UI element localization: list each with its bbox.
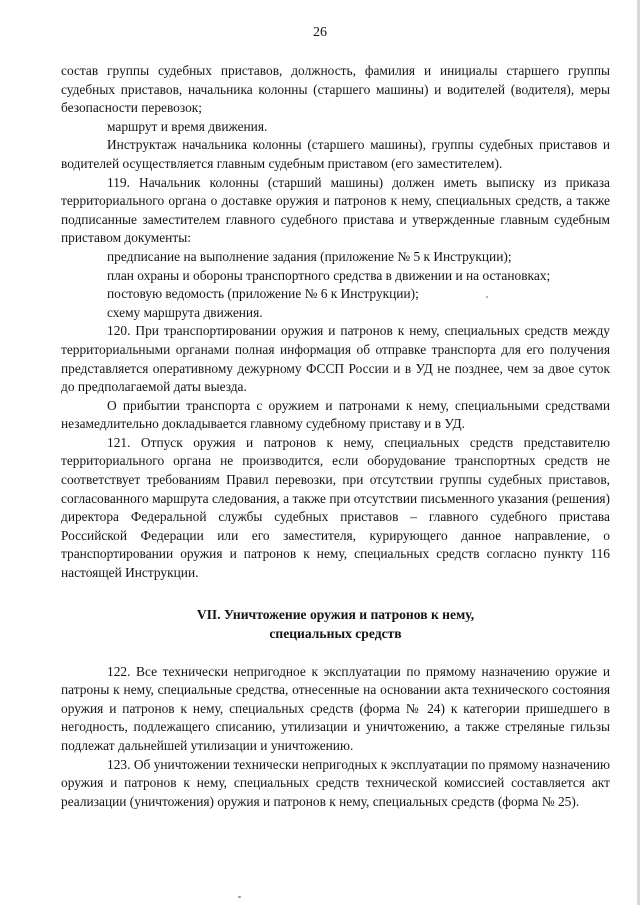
section-heading-line1: VII. Уничтожение оружия и патронов к нему, <box>196 606 475 622</box>
list-item-assignment-order: предписание на выполнение задания (приложение № 5 к Инструкции); <box>107 248 512 264</box>
paragraph-121: 121. Отпуск оружия и патронов к нему, специальных средств представителю территориального органа не производится, если оборудование транспортных средств не соответствует требованиям Правил перевозки, при отсутствии группы судебных приставов, согласованного маршрута следования, а также при отсутствии письменного указания (решения) директора Федеральной службы судебных приставов – главного судебного пристава Российской Федерации или его заместителя, курирующего данное направление, о транспортировании оружия и патронов к нему, специальных средств согласно пункту 116 настоящей Инструкции. <box>61 434 610 581</box>
scan-speck <box>238 896 241 898</box>
page-number: 26 <box>313 25 327 40</box>
paragraph-120: 120. При транспортировании оружия и патронов к нему, специальных средств между территориальными органами полная информация об отправке транспорта для его получения представляется оперативному дежурному ФССП России и в УД не позднее, чем за двое суток до предполагаемой даты выезда. <box>61 323 610 395</box>
list-item-route-scheme: схему маршрута движения. <box>107 304 263 320</box>
list-item-post-register: постовую ведомость (приложение № 6 к Инструкции); <box>107 286 419 302</box>
scan-speck <box>486 296 488 298</box>
paragraph-arrival-report: О прибытии транспорта с оружием и патронами к нему, специальными средствами незамедлительно докладывается главному судебному приставу и в УД. <box>61 397 610 432</box>
paragraph-convoy-composition: состав группы судебных приставов, должность, фамилия и инициалы старшего группы судебных приставов, начальника колонны (старшего машины) и водителей (водителя), меры безопасности перевозок; <box>61 63 610 116</box>
list-item-security-plan: план охраны и обороны транспортного средства в движении и на остановках; <box>107 267 551 283</box>
paragraph-route-time: маршрут и время движения. <box>107 118 268 134</box>
paragraph-122: 122. Все технически непригодное к эксплуатации по прямому назначению оружие и патроны к нему, специальные средства, отнесенные на основании акта технического состояния оружия и патронов к нему, специальных средств (форма № 24) к категории пришедшего в негодность, подлежащего списанию, утилизации и уничтожению, а также стреляные гильзы подлежат дальнейшей утилизации и уничтожению. <box>61 663 610 753</box>
section-heading <box>61 605 610 643</box>
paragraph-119: 119. Начальник колонны (старший машины) должен иметь выписку из приказа территориального органа о доставке оружия и патронов к нему, специальных средств, а также подписанные заместителем главного судебного пристава и утвержденные главным судебным приставом документы: <box>61 174 610 246</box>
paragraph-briefing: Инструктаж начальника колонны (старшего машины), группы судебных приставов и водителей осуществляется главным судебным приставом (его заместителем). <box>61 137 610 171</box>
paragraph-123: 123. Об уничтожении технически непригодных к эксплуатации по прямому назначению оружия и патронов к нему, специальных средств технической комиссией составляется акт реализации (уничтожения) оружия и патронов к нему, специальных средств (форма № 25). <box>61 756 610 809</box>
document-body <box>61 62 610 811</box>
section-heading-line2: специальных средств <box>269 625 402 641</box>
